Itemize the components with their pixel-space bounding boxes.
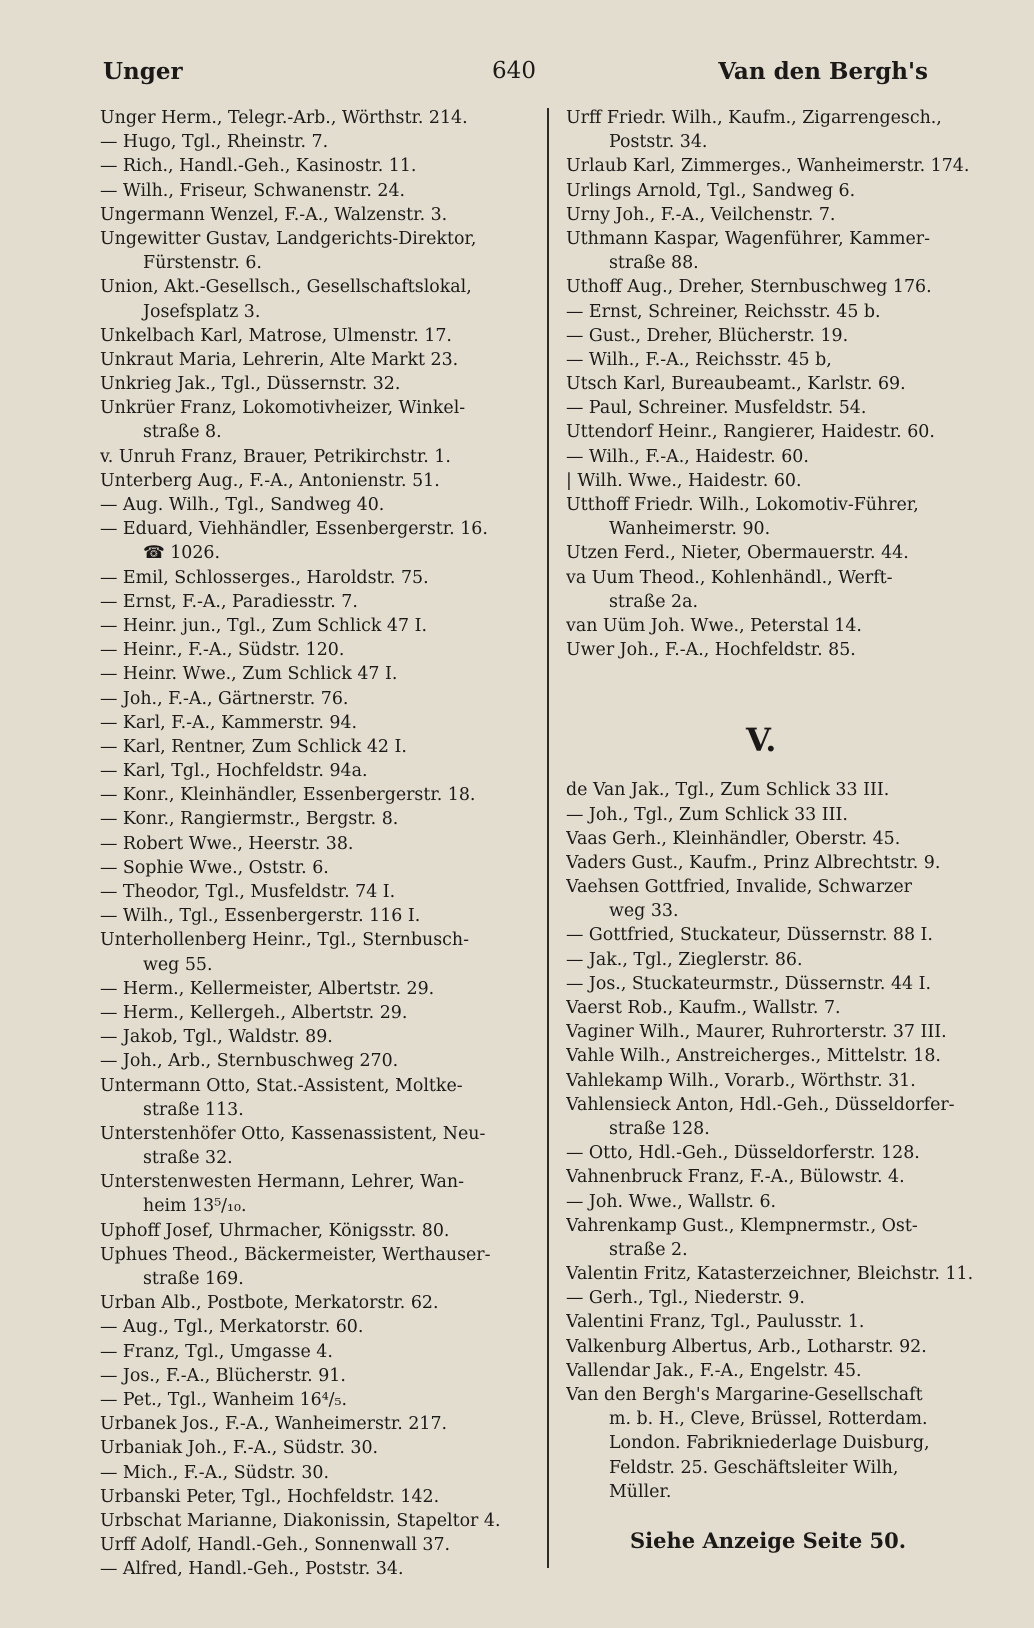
directory-line: — Hugo, Tgl., Rheinstr. 7. [100, 132, 329, 153]
directory-line: | Wilh. Wwe., Haidestr. 60. [566, 470, 802, 491]
directory-line: Urban Alb., Postbote, Merkatorstr. 62. [100, 1293, 439, 1314]
directory-line: ☎ 1026. [143, 543, 220, 564]
directory-line: straße 8. [143, 422, 222, 443]
directory-line: Vaginer Wilh., Maurer, Ruhrorterstr. 37 III. [566, 1022, 947, 1043]
directory-line: — Sophie Wwe., Oststr. 6. [100, 857, 329, 878]
directory-line: Uphoff Josef, Uhrmacher, Königsstr. 80. [100, 1220, 450, 1241]
right-column [566, 106, 1000, 1556]
directory-line: — Heinr. jun., Tgl., Zum Schlick 47 I. [100, 615, 427, 636]
directory-line: Valkenburg Albertus, Arb., Lotharstr. 92. [566, 1336, 927, 1357]
directory-line: Unterberg Aug., F.-A., Antonienstr. 51. [100, 470, 440, 491]
directory-line: Unterstenwesten Hermann, Lehrer, Wan- [100, 1172, 464, 1193]
page-number: 640 [492, 58, 536, 84]
directory-line: Wanheimerstr. 90. [609, 519, 771, 540]
header-left-keyword: Unger [103, 58, 183, 85]
directory-line: Uthmann Kaspar, Wagenführer, Kammer- [566, 228, 930, 249]
directory-line: Utzen Ferd., Nieter, Obermauerstr. 44. [566, 543, 909, 564]
right-column-bottom [566, 778, 1000, 1504]
directory-line: Utsch Karl, Bureaubeamt., Karlstr. 69. [566, 374, 906, 395]
directory-line: Unkrieg Jak., Tgl., Düssernstr. 32. [100, 374, 401, 395]
directory-line: v. Unruh Franz, Brauer, Petrikirchstr. 1. [100, 446, 451, 467]
directory-line: Poststr. 34. [609, 132, 708, 153]
directory-line: — Herm., Kellergeh., Albertstr. 29. [100, 1002, 408, 1023]
directory-line: — Herm., Kellermeister, Albertstr. 29. [100, 978, 435, 999]
directory-line: — Ernst, F.-A., Paradiesstr. 7. [100, 591, 358, 612]
directory-line: van Uüm Joh. Wwe., Peterstal 14. [566, 615, 862, 636]
directory-line: Unterhollenberg Heinr., Tgl., Sternbusch- [100, 930, 469, 951]
directory-line: Union, Akt.-Gesellsch., Gesellschaftslokal, [100, 277, 472, 298]
directory-line: — Wilh., Tgl., Essenbergerstr. 116 I. [100, 906, 421, 927]
directory-line: Unkelbach Karl, Matrose, Ulmenstr. 17. [100, 325, 452, 346]
directory-line: Urlings Arnold, Tgl., Sandweg 6. [566, 180, 856, 201]
directory-line: Unger Herm., Telegr.-Arb., Wörthstr. 214. [100, 108, 468, 128]
directory-line: — Theodor, Tgl., Musfeldstr. 74 I. [100, 882, 396, 902]
directory-line: straße 88. [609, 253, 699, 274]
directory-line: — Heinr., F.-A., Südstr. 120. [100, 640, 345, 661]
directory-line: Valentin Fritz, Katasterzeichner, Bleichstr. 11. [566, 1264, 974, 1285]
directory-line: — Joh., F.-A., Gärtnerstr. 76. [100, 688, 349, 709]
directory-line: straße 169. [143, 1269, 244, 1289]
directory-line: — Karl, F.-A., Kammerstr. 94. [100, 712, 358, 733]
directory-line: Urff Friedr. Wilh., Kaufm., Zigarrengesch., [566, 108, 942, 128]
directory-line: — Paul, Schreiner. Musfeldstr. 54. [566, 398, 867, 419]
directory-line: — Heinr. Wwe., Zum Schlick 47 I. [100, 664, 398, 685]
directory-line: Uwer Joh., F.-A., Hochfeldstr. 85. [566, 640, 856, 661]
directory-line: Uthoff Aug., Dreher, Sternbuschweg 176. [566, 277, 932, 298]
section-letter: V. [746, 721, 777, 760]
directory-line: Ungewitter Gustav, Landgerichts-Direktor, [100, 228, 477, 249]
directory-line: — Jak., Tgl., Zieglerstr. 86. [566, 949, 803, 970]
directory-line: — Otto, Hdl.-Geh., Düsseldorferstr. 128. [566, 1143, 920, 1164]
directory-line: London. Fabrikniederlage Duisburg, [609, 1433, 930, 1454]
directory-line: Vahlensieck Anton, Hdl.-Geh., Düsseldorfer- [566, 1094, 955, 1115]
left-column [100, 106, 530, 1581]
directory-line: de Van Jak., Tgl., Zum Schlick 33 III. [566, 780, 890, 801]
directory-line: — Jos., Stuckateurmstr., Düssernstr. 44 I. [566, 973, 932, 994]
directory-line: — Pet., Tgl., Wanheim 16⁴/₅. [100, 1389, 348, 1410]
header-right-keyword: Van den Bergh's [718, 58, 928, 85]
directory-line: Van den Bergh's Margarine-Gesellschaft [566, 1385, 923, 1405]
directory-line: Urlaub Karl, Zimmerges., Wanheimerstr. 174. [566, 156, 970, 177]
directory-line: — Joh., Tgl., Zum Schlick 33 III. [566, 804, 848, 825]
directory-line: straße 128. [609, 1118, 710, 1139]
directory-line: m. b. H., Cleve, Brüssel, Rotterdam. [609, 1409, 928, 1430]
directory-line: Vahlekamp Wilh., Vorarb., Wörthstr. 31. [566, 1070, 916, 1091]
directory-line: — Karl, Rentner, Zum Schlick 42 I. [100, 736, 407, 757]
directory-line: — Karl, Tgl., Hochfeldstr. 94a. [100, 761, 368, 782]
directory-line: — Franz, Tgl., Umgasse 4. [100, 1341, 333, 1362]
directory-line: — Jakob, Tgl., Waldstr. 89. [100, 1027, 333, 1048]
directory-line: Müller. [609, 1481, 672, 1502]
right-column-top [566, 106, 1000, 662]
directory-line: Vahnenbruck Franz, F.-A., Bülowstr. 4. [566, 1167, 905, 1188]
directory-line: — Wilh., Friseur, Schwanenstr. 24. [100, 180, 406, 201]
page-header [100, 58, 928, 94]
directory-line: Unkraut Maria, Lehrerin, Alte Markt 23. [100, 349, 459, 370]
directory-line: Feldstr. 25. Geschäftsleiter Wilh, [609, 1457, 899, 1478]
directory-line: — Eduard, Viehhändler, Essenbergerstr. 16. [100, 519, 488, 540]
directory-line: — Aug. Wilh., Tgl., Sandweg 40. [100, 495, 385, 515]
directory-line: — Joh., Arb., Sternbuschweg 270. [100, 1051, 399, 1072]
directory-line: Urbaniak Joh., F.-A., Südstr. 30. [100, 1438, 379, 1459]
directory-line: Uttendorf Heinr., Rangierer, Haidestr. 60. [566, 422, 935, 443]
column-divider [547, 108, 549, 1568]
directory-line: straße 2. [609, 1239, 688, 1260]
directory-line: Vaas Gerh., Kleinhändler, Oberstr. 45. [566, 828, 901, 849]
directory-line: Utthoff Friedr. Wilh., Lokomotiv-Führer, [566, 495, 919, 515]
directory-line: Vaehsen Gottfried, Invalide, Schwarzer [566, 877, 912, 898]
directory-line: Urny Joh., F.-A., Veilchenstr. 7. [566, 204, 836, 225]
directory-line: Unkrüer Franz, Lokomotivheizer, Winkel- [100, 398, 466, 419]
directory-line: Josefsplatz 3. [143, 301, 261, 322]
directory-line: Urff Adolf, Handl.-Geh., Sonnenwall 37. [100, 1535, 451, 1556]
directory-line: — Wilh., F.-A., Reichsstr. 45 b, [566, 349, 832, 370]
directory-line: straße 32. [143, 1148, 233, 1169]
directory-line: Vaders Gust., Kaufm., Prinz Albrechtstr. 9. [566, 852, 941, 873]
directory-line: — Konr., Rangiermstr., Bergstr. 8. [100, 809, 399, 830]
directory-line: Urbanek Jos., F.-A., Wanheimerstr. 217. [100, 1414, 448, 1435]
directory-line: — Konr., Kleinhändler, Essenbergerstr. 18. [100, 785, 476, 806]
directory-line: weg 33. [609, 901, 679, 922]
directory-line: weg 55. [143, 954, 213, 975]
directory-line: — Alfred, Handl.-Geh., Poststr. 34. [100, 1559, 404, 1580]
directory-line: — Robert Wwe., Heerstr. 38. [100, 833, 354, 854]
directory-line: — Mich., F.-A., Südstr. 30. [100, 1462, 329, 1483]
directory-line: Vahrenkamp Gust., Klempnermstr., Ost- [566, 1215, 918, 1236]
directory-line: Vallendar Jak., F.-A., Engelstr. 45. [566, 1360, 862, 1381]
directory-line: va Uum Theod., Kohlenhändl., Werft- [566, 567, 893, 588]
directory-line: Unterstenhöfer Otto, Kassenassistent, Neu- [100, 1123, 486, 1144]
directory-line: — Ernst, Schreiner, Reichsstr. 45 b. [566, 301, 881, 322]
directory-line: Vaerst Rob., Kaufm., Wallstr. 7. [566, 998, 841, 1018]
directory-line: straße 2a. [609, 591, 698, 612]
directory-line: heim 13⁵/₁₀. [143, 1196, 247, 1217]
directory-line: — Aug., Tgl., Merkatorstr. 60. [100, 1317, 364, 1338]
directory-line: Urbschat Marianne, Diakonissin, Stapeltor 4. [100, 1510, 501, 1531]
directory-line: Vahle Wilh., Anstreicherges., Mittelstr. 18. [566, 1046, 941, 1067]
directory-line: Untermann Otto, Stat.-Assistent, Moltke- [100, 1075, 463, 1096]
directory-line: — Gottfried, Stuckateur, Düssernstr. 88 I. [566, 925, 933, 946]
directory-line: Urbanski Peter, Tgl., Hochfeldstr. 142. [100, 1486, 440, 1507]
directory-line: — Joh. Wwe., Wallstr. 6. [566, 1191, 777, 1212]
directory-line: Uphues Theod., Bäckermeister, Werthauser- [100, 1244, 491, 1265]
directory-line: — Wilh., F.-A., Haidestr. 60. [566, 446, 809, 467]
directory-line: — Jos., F.-A., Blücherstr. 91. [100, 1365, 346, 1386]
directory-line: Fürstenstr. 6. [143, 253, 262, 274]
directory-line: straße 113. [143, 1099, 244, 1120]
directory-line: Valentini Franz, Tgl., Paulusstr. 1. [566, 1312, 865, 1333]
directory-line: Ungermann Wenzel, F.-A., Walzenstr. 3. [100, 204, 448, 225]
directory-line: — Emil, Schlosserges., Haroldstr. 75. [100, 567, 429, 588]
advertisement-reference: Siehe Anzeige Seite 50. [630, 1527, 907, 1553]
directory-line: — Gust., Dreher, Blücherstr. 19. [566, 325, 849, 346]
directory-line: — Gerh., Tgl., Niederstr. 9. [566, 1288, 805, 1309]
directory-line: — Rich., Handl.-Geh., Kasinostr. 11. [100, 156, 417, 177]
